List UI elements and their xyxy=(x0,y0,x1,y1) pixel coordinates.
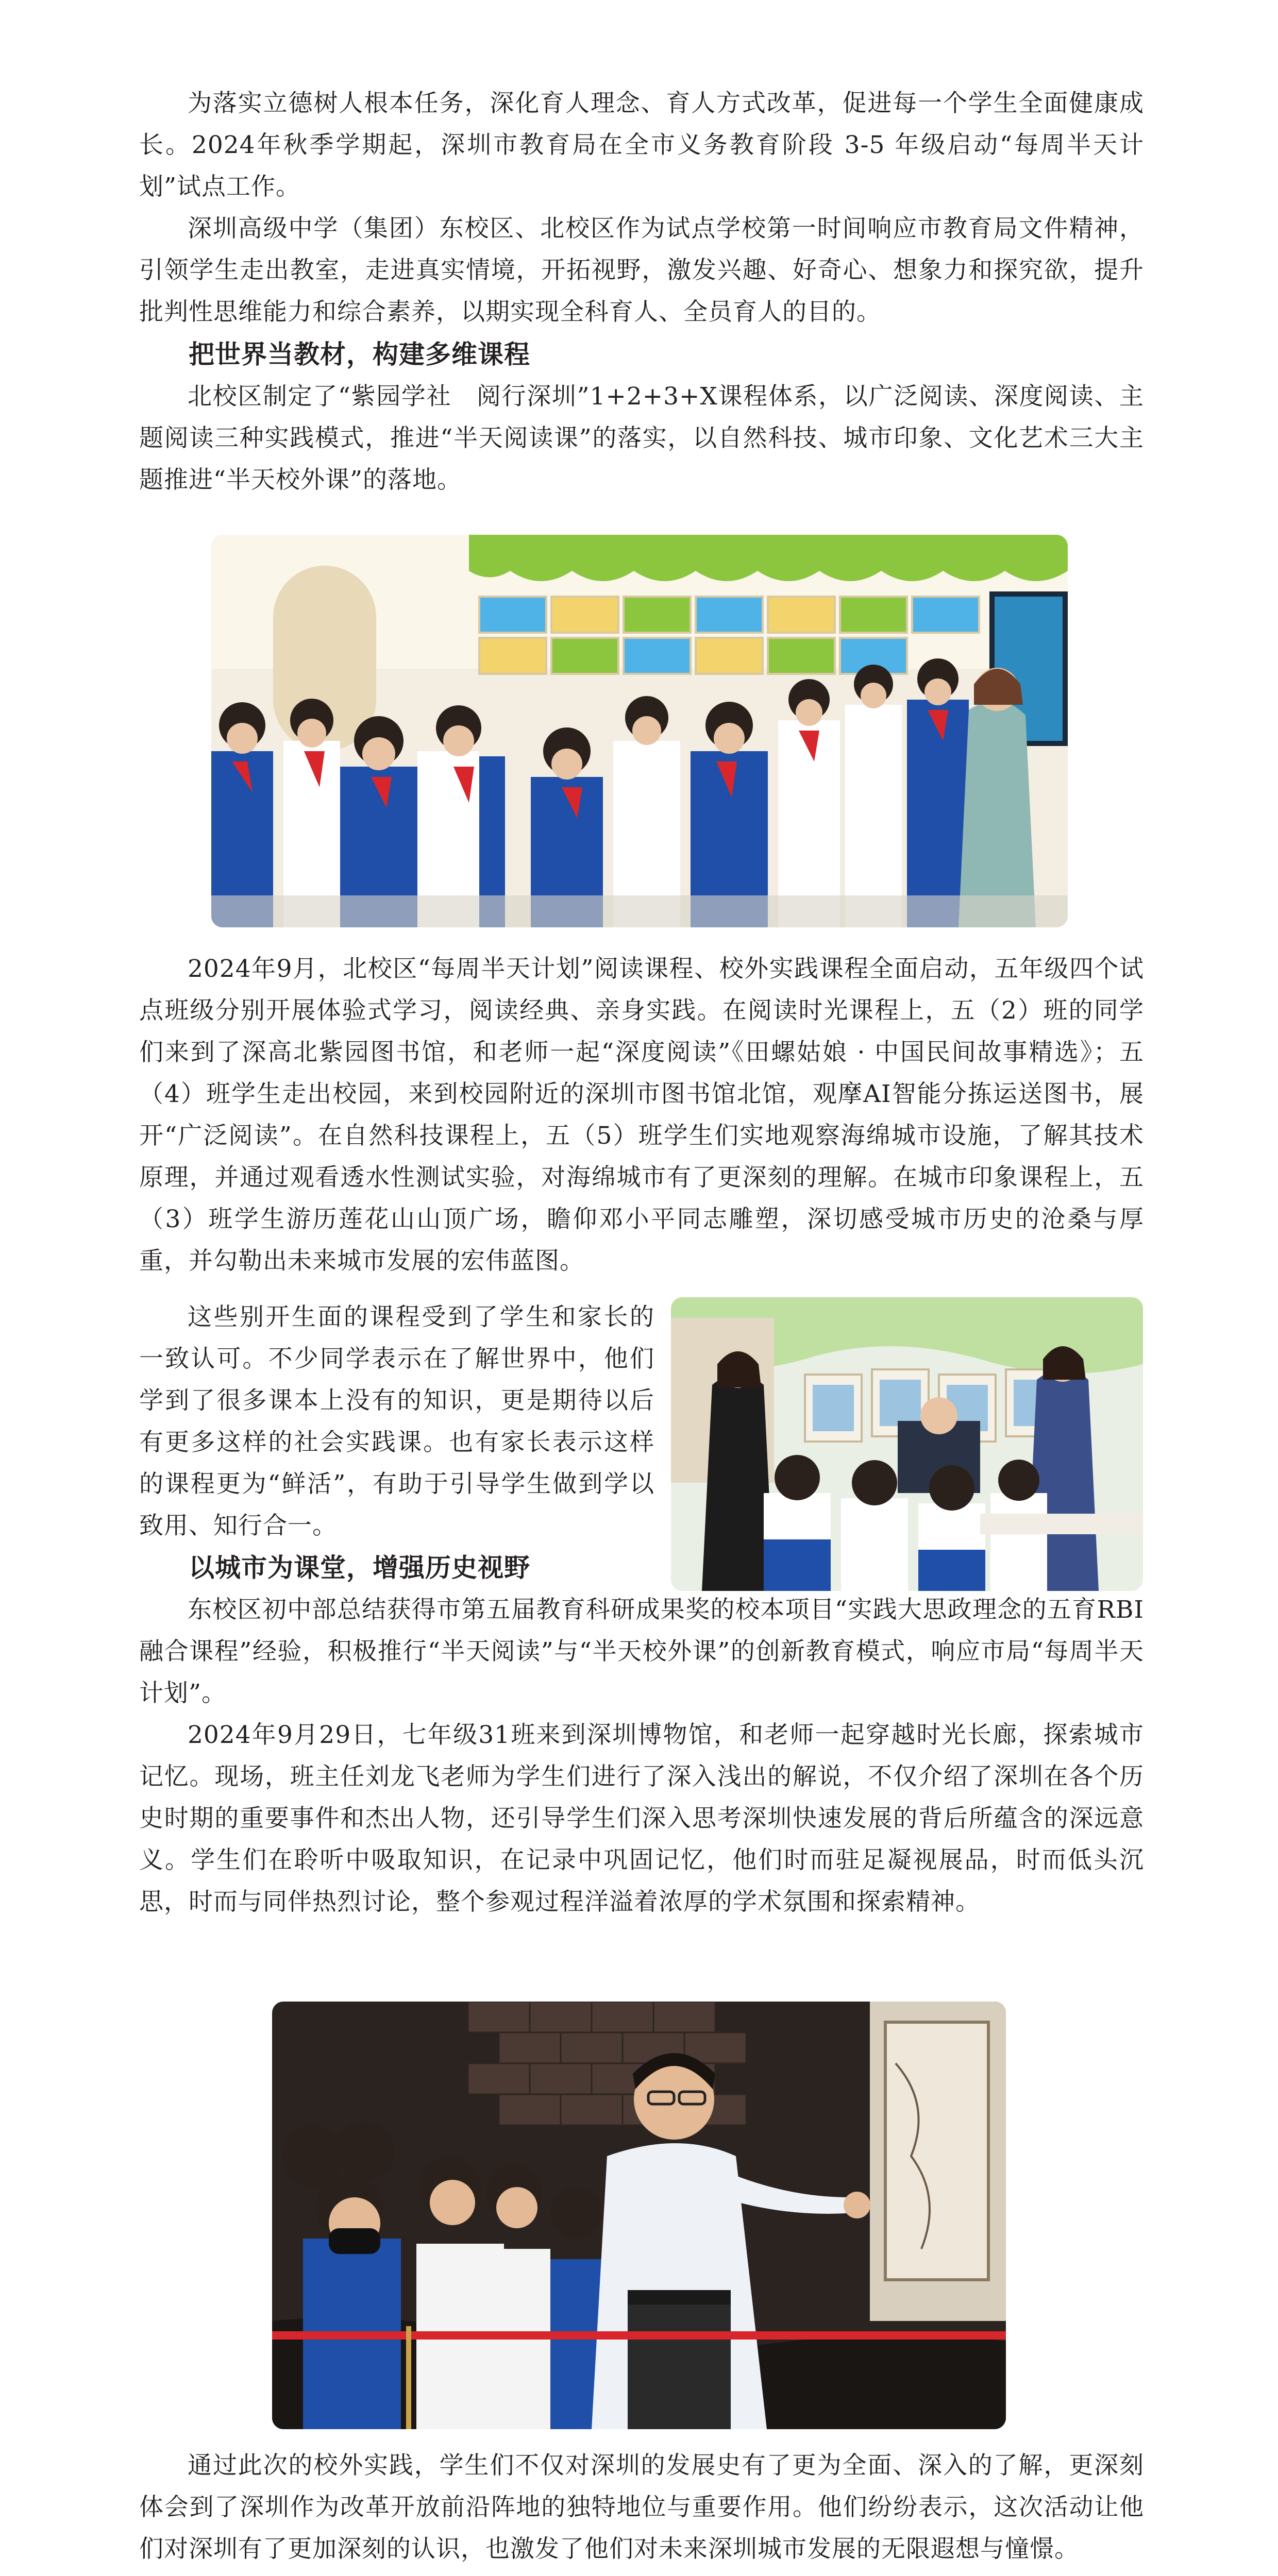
paragraph-pilot-schools: 深圳高级中学（集团）东校区、北校区作为试点学校第一时间响应市教育局文件精神，引领学生走出教室，走进真实情境，开拓视野，激发兴趣、好奇心、想象力和探究欲，提升批判性思维能力和综合素养，以期实现全科育人、全员育人的目的。 xyxy=(139,214,1144,326)
paragraph-east-campus: 东校区初中部总结获得市第五届教育科研成果奖的校本项目“实践大思政理念的五育RBI融合课程”经验，积极推行“半天阅读”与“半天校外课”的创新教育模式，响应市局“每周半天计划”。 xyxy=(139,1596,1144,1707)
paragraph-museum-visit: 2024年9月29日，七年级31班来到深圳博物馆，和老师一起穿越时光长廊，探索城市记忆。现场，班主任刘龙飞老师为学生们进行了深入浅出的解说，不仅介绍了深圳在各个历史时期的重要事件和杰出人物，还引导学生们深入思考深圳快速发展的背后所蕴含的深远意义。学生们在聆听中吸取知识，在记录中巩固记忆，他们时而驻足凝视展品，时而低头沉思，时而与同伴热烈讨论，整个参观过程洋溢着浓厚的学术氛围和探索精神。 xyxy=(139,1721,1144,1916)
library-reading-class-photo xyxy=(211,535,1068,927)
paragraph-north-campus-curriculum: 北校区制定了“紫园学社 阅行深圳”1+2+3+X课程体系，以广泛阅读、深度阅读、主题阅读三种实践模式，推进“半天阅读课”的落实，以自然科技、城市印象、文化艺术三大主题推进“半天校外课”的落地。 xyxy=(139,382,1144,494)
section-heading-city-as-classroom: 以城市为课堂，增强历史视野 xyxy=(189,1553,530,1583)
paragraph-north-campus-launch: 2024年9月，北校区“每周半天计划”阅读课程、校外实践课程全面启动，五年级四个试点班级分别开展体验式学习，阅读经典、亲身实践。在阅读时光课程上，五（2）班的同学们来到了深高北紫园图书馆，和老师一起“深度阅读”《田螺姑娘 · 中国民间故事精选》；五（4）班学生走出校园，来到校园附近的深圳市图书馆北馆，观摩AI智能分拣运送图书，展开“广泛阅读”。在自然科技课程上，五（5）班学生们实地观察海绵城市设施，了解其技术原理，并通过观看透水性测试实验，对海绵城市有了更深刻的理解。在城市印象课程上，五（3）班学生游历莲花山山顶广场，瞻仰邓小平同志雕塑，深切感受城市历史的沧桑与厚重，并勾勒出未来城市发展的宏伟蓝图。 xyxy=(139,955,1144,1275)
section-heading-world-as-textbook: 把世界当教材，构建多维课程 xyxy=(189,340,530,369)
museum-visit-photo xyxy=(272,2002,1006,2429)
teachers-with-students-photo xyxy=(671,1297,1143,1591)
paragraph-intro: 为落实立德树人根本任务，深化育人理念、育人方式改革，促进每一个学生全面健康成长。2024年秋季学期起，深圳市教育局在全市义务教育阶段 3-5 年级启动“每周半天计划”试点工作。 xyxy=(139,89,1144,201)
paragraph-feedback: 这些别开生面的课程受到了学生和家长的一致认可。不少同学表示在了解世界中，他们学到了很多课本上没有的知识，更是期待以后有更多这样的社会实践课。也有家长表示这样的课程更为“鲜活”，有助于引导学生做到学以致用、知行合一。 xyxy=(139,1303,654,1540)
paragraph-conclusion: 通过此次的校外实践，学生们不仅对深圳的发展史有了更为全面、深入的了解，更深刻体会到了深圳作为改革开放前沿阵地的独特地位与重要作用。他们纷纷表示，这次活动让他们对深圳有了更加深刻的认识，也激发了他们对未来深圳城市发展的无限遐想与憧憬。 xyxy=(139,2451,1144,2563)
